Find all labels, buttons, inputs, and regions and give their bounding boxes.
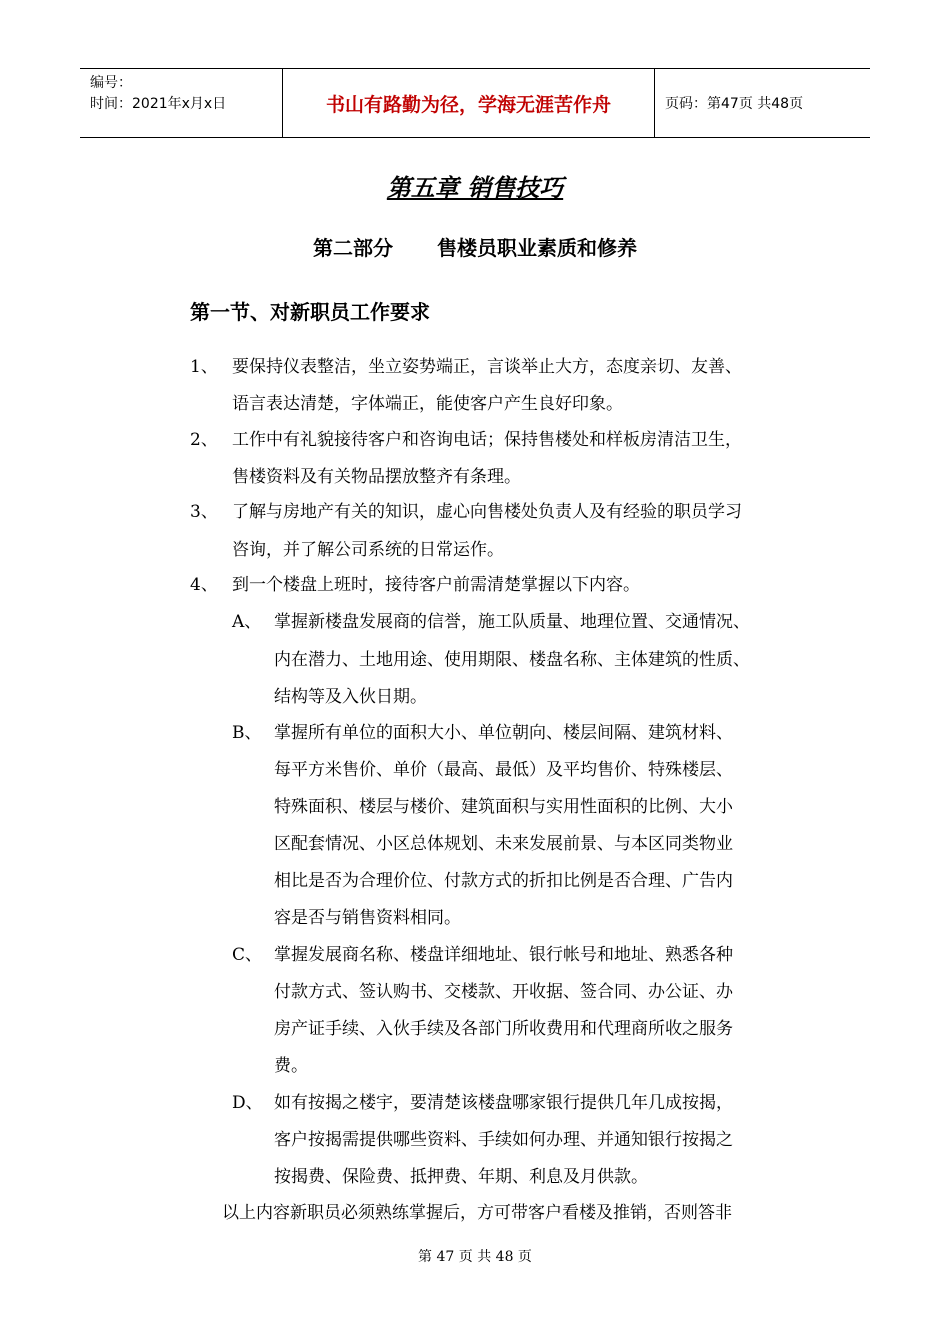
item-line: 要保持仪表整洁，坐立姿势端正，言谈举止大方，态度亲切、友善、 (232, 357, 742, 377)
item-line: 语言表达清楚，字体端正，能使客户产生良好印象。 (232, 394, 623, 414)
chapter-title: 第五章 销售技巧 (386, 173, 564, 202)
sub-item-line: 掌握所有单位的面积大小、单位朝向、楼层间隔、建筑材料、 (274, 723, 733, 743)
sub-item-line: 客户按揭需提供哪些资料、手续如何办理、并通知银行按揭之 (274, 1130, 733, 1150)
sub-item-letter: D、 (232, 1093, 263, 1113)
sub-item-line: 结构等及入伙日期。 (274, 687, 427, 707)
sub-item-line: 内在潜力、土地用途、使用期限、楼盘名称、主体建筑的性质、 (274, 650, 750, 670)
sub-item-line: 特殊面积、楼层与楼价、建筑面积与实用性面积的比例、大小 (274, 797, 733, 817)
item-number: 2、 (190, 430, 218, 450)
sub-item-line: 掌握发展商名称、楼盘详细地址、银行帐号和地址、熟悉各种 (274, 945, 733, 965)
part-title (0, 232, 950, 261)
sub-item-line: 容是否与销售资料相同。 (274, 908, 461, 928)
page-header (80, 68, 870, 138)
header-motto: 书山有路勤为径，学海无涯苦作舟 (282, 69, 655, 137)
sub-item-letter: C、 (232, 945, 263, 965)
item-line: 到一个楼盘上班时，接待客户前需清楚掌握以下内容。 (232, 575, 640, 595)
header-meta (80, 69, 282, 137)
sub-item-letter: B、 (232, 723, 262, 743)
section-title: 第一节、对新职员工作要求 (190, 300, 430, 324)
item-number: 1、 (190, 357, 218, 377)
item-number: 3、 (190, 502, 218, 522)
sub-item-line: 区配套情况、小区总体规划、未来发展前景、与本区同类物业 (274, 834, 733, 854)
part-number: 第二部分 (313, 236, 393, 260)
sub-item-line: 房产证手续、入伙手续及各部门所收费用和代理商所收之服务 (274, 1019, 733, 1039)
part-name: 售楼员职业素质和修养 (437, 236, 637, 260)
sub-item-letter: A、 (232, 612, 262, 632)
item-line: 了解与房地产有关的知识，虚心向售楼处负责人及有经验的职员学习 (232, 502, 742, 522)
item-line: 工作中有礼貌接待客户和咨询电话；保持售楼处和样板房清洁卫生， (232, 430, 742, 450)
item-number: 4、 (190, 575, 218, 595)
number-label: 编号： (90, 75, 132, 91)
header-page-label: 页码：第47页 共48页 (665, 96, 804, 112)
item-line: 咨询，并了解公司系统的日常运作。 (232, 540, 504, 560)
sub-item-line: 相比是否为合理价位、付款方式的折扣比例是否合理、广告内 (274, 871, 733, 891)
sub-item-line: 付款方式、签认购书、交楼款、开收据、签合同、办公证、办 (274, 982, 733, 1002)
item-line: 售楼资料及有关物品摆放整齐有条理。 (232, 467, 521, 487)
sub-item-line: 如有按揭之楼宇，要清楚该楼盘哪家银行提供几年几成按揭， (274, 1093, 733, 1113)
sub-item-line: 按揭费、保险费、抵押费、年期、利息及月供款。 (274, 1167, 648, 1187)
sub-item-line: 费。 (274, 1056, 308, 1076)
page-footer: 第 47 页 共 48 页 (418, 1249, 532, 1265)
closing-paragraph: 以上内容新职员必须熟练掌握后，方可带客户看楼及推销，否则答非 (222, 1203, 732, 1223)
time-label: 时间：2021年x月x日 (90, 96, 227, 112)
sub-item-line: 每平方米售价、单价（最高、最低）及平均售价、特殊楼层、 (274, 760, 733, 780)
sub-item-line: 掌握新楼盘发展商的信誉，施工队质量、地理位置、交通情况、 (274, 612, 750, 632)
